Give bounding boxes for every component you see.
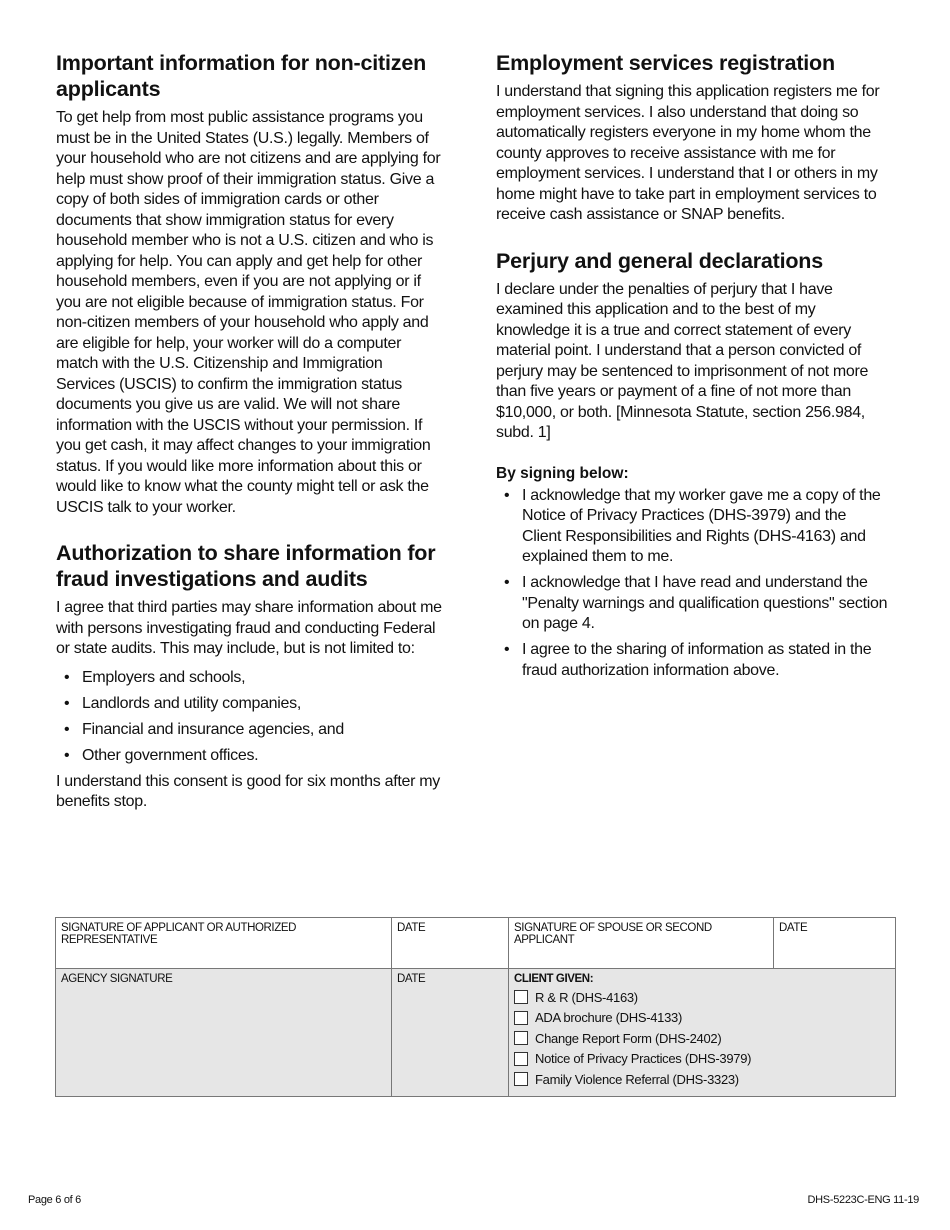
employment-body: I understand that signing this application registers me for employment services. I also understand that doing so automatically registers everyone in my home whom the county approves to receive assistance with me for employment services. I understand that I or others in my home might have to take part in employment services to receive cash assistance or SNAP benefits. [496, 83, 880, 223]
perjury-body: I declare under the penalties of perjury that I have examined this application and to the best of my knowledge it is a true and correct statement of every material point. I understand that a person convicted of perjury may be sentenced to imprisonment of not more than five years or payment of a fine of not more than $10,000, or both. [Minnesota Statute, section 256.984, subd. 1] [496, 280, 869, 441]
checkbox-label: R & R (DHS-4163) [535, 989, 638, 1005]
right-column [496, 50, 888, 687]
client-given-label: CLIENT GIVEN: [514, 973, 594, 985]
checkbox-row [514, 1010, 890, 1027]
agency-date-field[interactable] [392, 969, 509, 1097]
privacy-practices-checkbox[interactable] [514, 1052, 528, 1066]
checkbox-label: Family Violence Referral (DHS-3323) [535, 1071, 739, 1087]
agency-signature-field[interactable] [56, 969, 392, 1097]
list-item: • Financial and insurance agencies, and [56, 720, 444, 741]
agency-signature-label: AGENCY SIGNATURE [61, 973, 173, 985]
change-report-checkbox[interactable] [514, 1031, 528, 1045]
page-number: Page 6 of 6 [28, 1194, 81, 1206]
applicant-signature-label: SIGNATURE OF APPLICANT OR AUTHORIZED REPRESENTATIVE [61, 922, 297, 946]
spouse-signature-label: SIGNATURE OF SPOUSE OR SECOND APPLICANT [514, 922, 712, 946]
client-given-cell [509, 969, 896, 1097]
applicant-date-field[interactable] [392, 918, 509, 969]
employment-heading: Employment services registration [496, 51, 835, 75]
checkbox-label: Notice of Privacy Practices (DHS-3979) [535, 1051, 752, 1067]
spouse-date-field[interactable] [774, 918, 896, 969]
form-id: DHS-5223C-ENG 11-19 [807, 1194, 919, 1206]
date-label: DATE [397, 973, 426, 985]
family-violence-checkbox[interactable] [514, 1072, 528, 1086]
list-item: • I acknowledge that I have read and understand the "Penalty warnings and qualification questions" section on page 4. [496, 573, 888, 635]
list-item: • I agree to the sharing of information as stated in the fraud authorization information above. [496, 640, 888, 681]
left-column [56, 50, 444, 813]
list-item: • I acknowledge that my worker gave me a copy of the Notice of Privacy Practices (DHS-3979) and the Client Responsibilities and Rights (DHS-4163) and explained them to me. [496, 486, 888, 568]
signing-list [496, 486, 888, 682]
list-item: • Landlords and utility companies, [56, 694, 444, 715]
ada-brochure-checkbox[interactable] [514, 1011, 528, 1025]
rr-checkbox[interactable] [514, 990, 528, 1004]
noncitizen-heading: Important information for non-citizen applicants [56, 51, 427, 101]
authorization-intro: I agree that third parties may share information about me with persons investigating fraud and conducting Federal or state audits. This may include, but is not limited to: [56, 599, 442, 657]
authorization-list [56, 668, 444, 767]
noncitizen-body: To get help from most public assistance programs you must be in the United States (U.S.) legally. Members of your household who are not citizens and are applying for help must show proof of their immigration status. Give a copy of both sides of immigration cards or other documents that show immigration status for every household member who is not a U.S. citizen and who is applying for help. You can apply and get help for other household members, even if you are not applying or if you are not eligible because of immigration status. For non-citizen members of your household who apply and are eligible for help, your worker will do a computer match with the U.S. Citizenship and Immigration Services (USCIS) to confirm the immigration status documents you give us are valid. We will not share information with the USCIS without your permission. If you get cash, it may affect changes to your immigration status. If you would like more information about this or would like to know what the county might tell or ask the USCIS talk to your worker. [56, 109, 441, 516]
spouse-signature-field[interactable] [509, 918, 774, 969]
checkbox-label: ADA brochure (DHS-4133) [535, 1010, 682, 1026]
signature-table [55, 917, 896, 1097]
checkbox-row [514, 989, 890, 1006]
checkbox-row [514, 1051, 890, 1068]
authorization-closing: I understand this consent is good for six months after my benefits stop. [56, 772, 440, 810]
authorization-heading: Authorization to share information for fraud investigations and audits [56, 541, 436, 591]
applicant-signature-field[interactable] [56, 918, 392, 969]
checkbox-label: Change Report Form (DHS-2402) [535, 1030, 722, 1046]
date-label: DATE [397, 922, 426, 934]
signing-heading: By signing below: [496, 464, 629, 482]
date-label: DATE [779, 922, 808, 934]
checkbox-row [514, 1071, 890, 1088]
list-item: • Other government offices. [56, 746, 444, 767]
list-item: • Employers and schools, [56, 668, 444, 689]
perjury-heading: Perjury and general declarations [496, 248, 823, 273]
checkbox-row [514, 1030, 890, 1047]
